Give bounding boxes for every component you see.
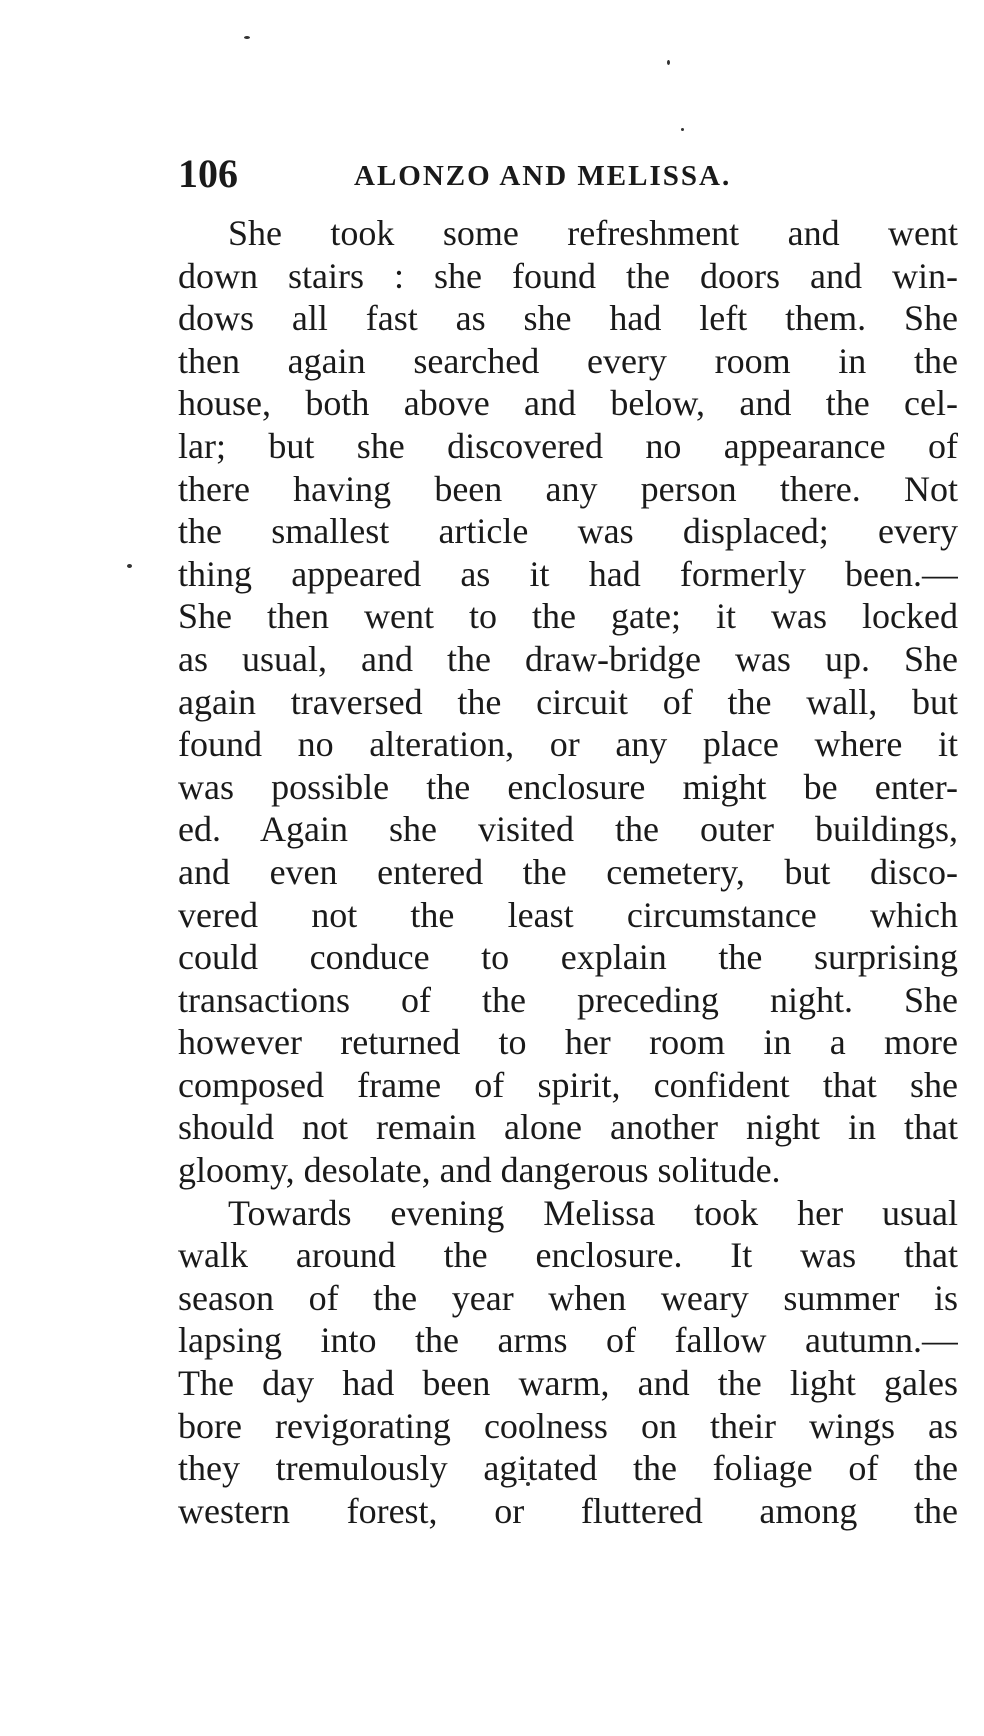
text-line: as usual, and the draw-bridge was up. She [178,638,958,679]
text-line: lar; but she discovered no appearance of [178,425,958,466]
text-line: there having been any person there. Not [178,468,958,509]
text-line: was possible the enclosure might be enter- [178,766,958,807]
text-line: season of the year when weary summer is [178,1277,958,1318]
running-title: ALONZO AND MELISSA. [354,160,732,192]
text-line: She took some refreshment and went [228,213,958,253]
print-speck [127,564,132,568]
text-line: lapsing into the arms of fallow autumn.— [178,1320,958,1361]
text-line: down stairs : she found the doors and win- [178,255,958,296]
text-line: house, both above and below, and the cel- [178,383,958,424]
text-line: transactions of the preceding night. She [178,979,958,1020]
print-speck [681,128,684,131]
text-line: they tremulously agitated the foliage of the [178,1448,958,1489]
text-line: walk around the enclosure. It was that [178,1235,958,1276]
text-line: could conduce to explain the surprising [178,937,958,978]
text-line: however returned to her room in a more [178,1022,958,1063]
text-line: should not remain alone another night in that [178,1107,958,1148]
paragraph [178,1192,958,1533]
print-speck [244,36,250,39]
text-line: Towards evening Melissa took her usual [228,1192,958,1233]
body-text [178,212,958,1532]
text-line: thing appeared as it had formerly been.— [178,553,958,594]
text-line: She then went to the gate; it was locked [178,596,958,637]
text-line: and even entered the cemetery, but disco- [178,851,958,892]
text-line: western forest, or fluttered among the [178,1490,958,1531]
text-line: composed frame of spirit, confident that she [178,1064,958,1105]
text-line: The day had been warm, and the light gales [178,1363,958,1404]
paragraph [178,212,958,1192]
text-line: gloomy, desolate, and dangerous solitude. [178,1150,781,1191]
page-header [178,150,958,198]
text-line: vered not the least circumstance which [178,894,958,935]
print-speck [667,60,670,65]
text-line: the smallest article was displaced; every [178,511,958,552]
text-line: ed. Again she visited the outer buildings, [178,809,958,850]
text-line: found no alteration, or any place where it [178,724,958,765]
text-line: then again searched every room in the [178,340,958,381]
page-number: 106 [178,151,238,196]
text-line: bore revigorating coolness on their wings as [178,1405,958,1446]
text-line: again traversed the circuit of the wall, but [178,681,958,722]
text-line: dows all fast as she had left them. She [178,298,958,339]
